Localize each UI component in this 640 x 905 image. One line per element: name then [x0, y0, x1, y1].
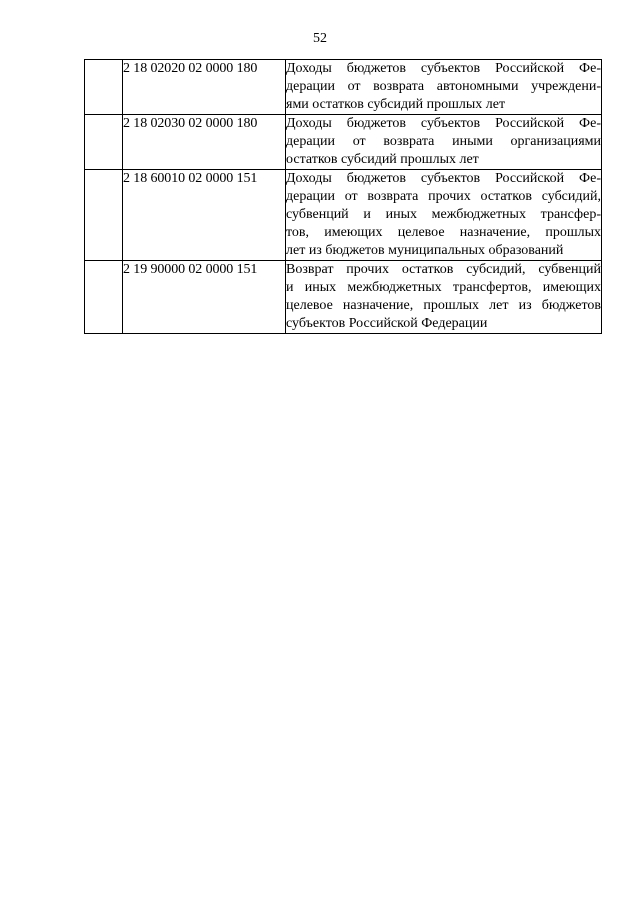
- table-row: [85, 261, 602, 334]
- description-line: ями остатков субсидий прошлых лет: [286, 97, 506, 112]
- description-line: остатков субсидий прошлых лет: [286, 152, 479, 167]
- empty-cell: [85, 60, 123, 115]
- budget-code: 2 18 02020 02 0000 180: [123, 60, 286, 115]
- description-line: дерации от возврата прочих остатков субсидий,: [286, 189, 601, 204]
- description-line: дерации от возврата иными организациями: [286, 134, 601, 149]
- description-line: Возврат прочих остатков субсидий, субвенций: [286, 262, 601, 277]
- budget-codes-table: [84, 59, 602, 334]
- description-line: Доходы бюджетов субъектов Российской Фе-: [286, 171, 601, 186]
- description-cell: [286, 261, 602, 334]
- description-line: целевое назначение, прошлых лет из бюджетов: [286, 298, 601, 313]
- empty-cell: [85, 170, 123, 261]
- empty-cell: [85, 261, 123, 334]
- empty-cell: [85, 115, 123, 170]
- description-line: субвенций и иных межбюджетных трансфер-: [286, 207, 601, 222]
- description-line: субъектов Российской Федерации: [286, 316, 488, 331]
- description-line: лет из бюджетов муниципальных образований: [286, 243, 564, 258]
- page-number: 52: [313, 31, 327, 46]
- description-line: Доходы бюджетов субъектов Российской Фе-: [286, 61, 601, 76]
- description-line: Доходы бюджетов субъектов Российской Фе-: [286, 116, 601, 131]
- budget-code: 2 19 90000 02 0000 151: [123, 261, 286, 334]
- table-row: [85, 170, 602, 261]
- table-row: [85, 60, 602, 115]
- table-row: [85, 115, 602, 170]
- description-cell: [286, 170, 602, 261]
- description-cell: [286, 60, 602, 115]
- description-cell: [286, 115, 602, 170]
- description-line: и иных межбюджетных трансфертов, имеющих: [286, 280, 601, 295]
- budget-code: 2 18 60010 02 0000 151: [123, 170, 286, 261]
- budget-code: 2 18 02030 02 0000 180: [123, 115, 286, 170]
- description-line: дерации от возврата автономными учреждени-: [286, 79, 601, 94]
- description-line: тов, имеющих целевое назначение, прошлых: [286, 225, 601, 240]
